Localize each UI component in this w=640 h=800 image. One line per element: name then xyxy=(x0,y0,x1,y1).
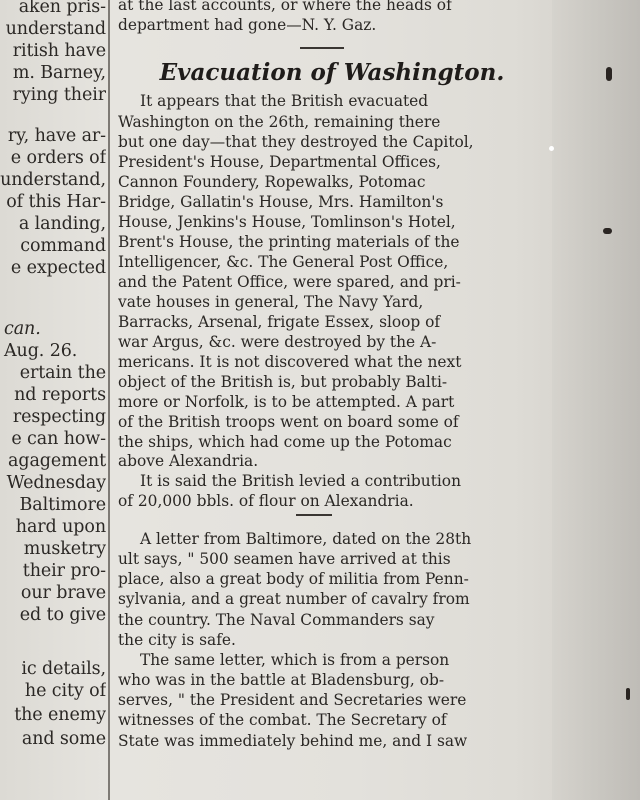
article-line-17: of the British troops went on board some of xyxy=(118,413,459,431)
article-line-19: above Alexandria. xyxy=(118,452,259,470)
article-line-26: sylvania, and a great number of cavalry from xyxy=(118,590,470,608)
article-line-20: It is said the British levied a contribution xyxy=(140,472,461,490)
left-line-23: Baltimore xyxy=(19,495,106,515)
article-line-9: Intelligencer, &c. The General Post Office, xyxy=(118,253,449,271)
article-line-32: witnesses of the combat. The Secretary of xyxy=(118,711,447,729)
main-column xyxy=(118,0,546,800)
left-line-11: a landing, xyxy=(18,214,106,234)
left-line-28: ed to give xyxy=(19,605,106,625)
article-line-5: Cannon Foundery, Ropewalks, Potomac xyxy=(118,173,426,191)
left-line-8: e orders of xyxy=(10,148,106,168)
left-line-15: can. xyxy=(4,319,41,339)
article-line-2: Washington on the 26th, remaining there xyxy=(118,113,441,131)
article-line-25: place, also a great body of militia from Penn- xyxy=(118,570,469,588)
column-rule xyxy=(108,0,110,800)
article-line-3: but one day—that they destroyed the Capitol, xyxy=(118,133,474,151)
left-line-19: respecting xyxy=(12,407,106,427)
article-line-12: Barracks, Arsenal, frigate Essex, sloop of xyxy=(118,313,441,331)
article-line-21: of 20,000 bbls. of flour on Alexandria. xyxy=(118,492,414,510)
left-line-2: understand xyxy=(5,19,106,39)
blank-margin xyxy=(552,0,640,800)
left-line-21: agagement xyxy=(8,451,106,471)
article-line-28: the city is safe. xyxy=(118,631,236,649)
paper-hole xyxy=(549,146,554,151)
left-line-13: e expected xyxy=(10,258,106,278)
left-line-25: musketry xyxy=(23,539,106,559)
ink-spot xyxy=(603,228,612,234)
article-headline: Evacuation of Washington. xyxy=(159,59,505,86)
article-line-24: ult says, " 500 seamen have arrived at this xyxy=(118,550,451,568)
article-line-15: object of the British is, but probably Balti- xyxy=(118,373,448,391)
article-line-18: the ships, which had come up the Potomac xyxy=(118,433,452,451)
article-line-4: President's House, Departmental Offices, xyxy=(118,153,441,171)
article-line-23: A letter from Baltimore, dated on the 28th xyxy=(140,530,472,548)
left-line-29 xyxy=(0,626,106,648)
separator-rule-middle xyxy=(296,514,332,516)
left-line-4: m. Barney, xyxy=(12,63,106,83)
left-line-20: e can how- xyxy=(11,429,106,449)
left-line-7: ry, have ar- xyxy=(7,126,106,146)
article-line-6: Bridge, Gallatin's House, Mrs. Hamilton's xyxy=(118,193,444,211)
article-line-30: who was in the battle at Bladensburg, ob- xyxy=(118,671,445,689)
left-line-27: our brave xyxy=(20,583,106,603)
left-line-31: he city of xyxy=(24,681,106,701)
ink-spot xyxy=(606,67,612,81)
article-line-13: war Argus, &c. were destroyed by the A- xyxy=(118,333,437,351)
left-line-16: Aug. 26. xyxy=(4,341,78,361)
left-line-22: Wednesday xyxy=(6,473,106,493)
article-line-27: the country. The Naval Commanders say xyxy=(118,611,435,629)
left-line-5: rying their xyxy=(12,85,106,105)
left-line-17: ertain the xyxy=(19,363,106,383)
left-line-1: aken pris- xyxy=(18,0,106,17)
article-line-16: more or Norfolk, is to be attempted. A part xyxy=(118,393,455,411)
left-line-32: the enemy xyxy=(14,705,106,725)
left-line-33: and some xyxy=(21,729,106,749)
article-line-8: Brent's House, the printing materials of the xyxy=(118,233,460,251)
article-line-29: The same letter, which is from a person xyxy=(140,651,450,669)
article-line-10: and the Patent Office, were spared, and pri- xyxy=(118,273,461,291)
left-line-10: of this Har- xyxy=(6,192,106,212)
left-line-3: ritish have xyxy=(12,41,106,61)
top-line-1: at the last accounts, or where the heads of xyxy=(118,0,452,14)
separator-rule-top xyxy=(300,47,344,49)
top-line-2: department had gone—N. Y. Gaz. xyxy=(118,16,377,34)
left-line-26: their pro- xyxy=(22,561,106,581)
left-line-24: hard upon xyxy=(15,517,106,537)
article-line-33: State was immediately behind me, and I saw xyxy=(118,732,468,750)
left-line-30: ic details, xyxy=(21,659,106,679)
ink-spot xyxy=(626,688,630,700)
left-column xyxy=(0,0,106,800)
left-line-18: nd reports xyxy=(14,385,106,405)
article-line-1: It appears that the British evacuated xyxy=(140,92,429,110)
left-line-14 xyxy=(0,280,106,302)
left-line-9: understand, xyxy=(0,170,106,190)
article-line-14: mericans. It is not discovered what the next xyxy=(118,353,462,371)
left-line-12: command xyxy=(20,236,106,256)
article-line-31: serves, " the President and Secretaries were xyxy=(118,691,467,709)
article-line-11: vate houses in general, The Navy Yard, xyxy=(118,293,424,311)
article-line-7: House, Jenkins's House, Tomlinson's Hotel, xyxy=(118,213,456,231)
